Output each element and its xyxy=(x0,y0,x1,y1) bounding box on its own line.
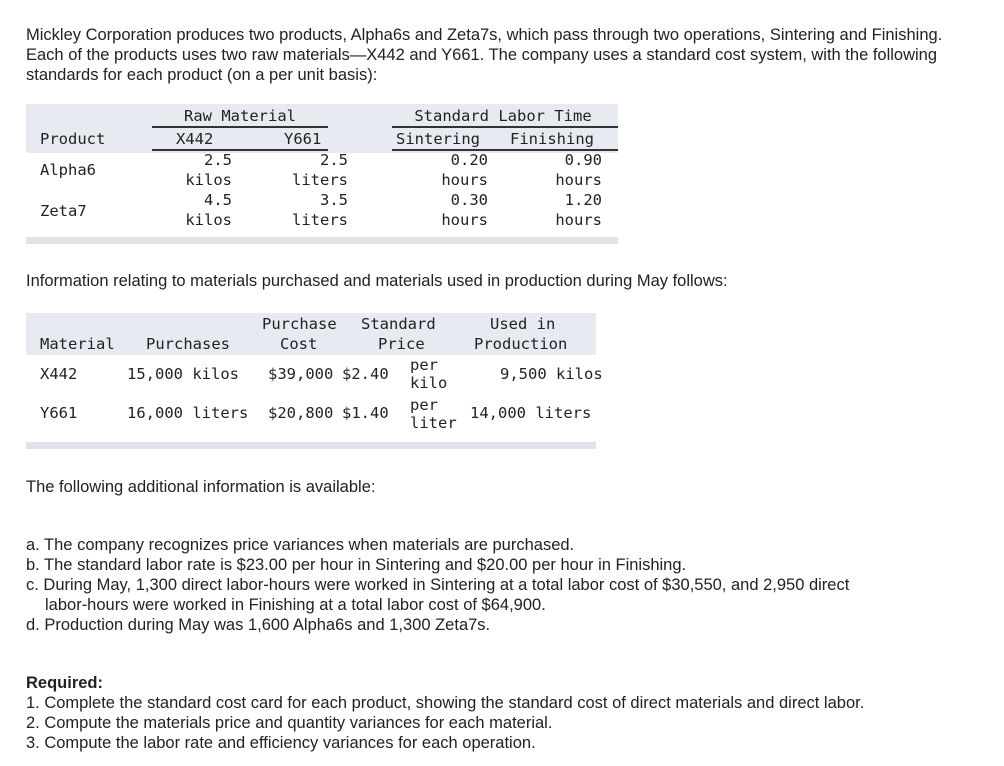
materials-table xyxy=(26,313,603,449)
row-zeta7-product: Zeta7 xyxy=(40,202,87,220)
row-x442-material: X442 xyxy=(40,365,78,383)
list-item-c: c. During May, 1,300 direct labor-hours were worked in Sintering at a total labor cost of $30,550, and 2,950 direct xyxy=(26,576,850,594)
materials-table-bottom-band xyxy=(26,442,596,449)
col-header-y661: Y661 xyxy=(284,130,322,148)
row-zeta7-y661-value: 3.5 xyxy=(320,191,348,209)
row-zeta7-sintering-value: 0.30 xyxy=(450,191,488,209)
row-x442-per-unit: kilo xyxy=(410,374,448,392)
row-alpha6-x442-value: 2.5 xyxy=(204,151,232,169)
standards-table-bottom-band xyxy=(26,237,618,244)
row-x442-per: per xyxy=(410,356,438,374)
group-header-raw-material: Raw Material xyxy=(184,107,296,125)
col-header-x442: X442 xyxy=(176,130,214,148)
row-y661-purchases: 16,000 liters xyxy=(127,404,249,422)
col-header-purchases: Purchases xyxy=(146,335,230,353)
row-zeta7-finishing-unit: hours xyxy=(555,211,602,229)
row-x442-purchases: 15,000 kilos xyxy=(127,365,239,383)
row-x442-price: $2.40 xyxy=(342,365,389,383)
col-header-standard-price-2: Price xyxy=(378,335,425,353)
row-y661-material: Y661 xyxy=(40,404,78,422)
group-header-standard-labor-time: Standard Labor Time xyxy=(414,107,592,125)
list-item-b: b. The standard labor rate is $23.00 per hour in Sintering and $20.00 per hour in Finishing. xyxy=(26,556,687,574)
row-alpha6-sintering-unit: hours xyxy=(441,171,488,189)
materials-info-line: Information relating to materials purchased and materials used in production during May follows: xyxy=(26,272,728,290)
row-x442-used: 9,500 kilos xyxy=(500,365,603,383)
row-zeta7-finishing-value: 1.20 xyxy=(564,191,602,209)
intro-paragraph: Mickley Corporation produces two products, Alpha6s and Zeta7s, which pass through two operations, Sintering and Finishing. Each of the products uses two raw materials—X442 and Y661. The company uses a standard cost system, with the following standards for each product (on a per unit basis): xyxy=(26,26,943,84)
list-item-a: a. The company recognizes price variances when materials are purchased. xyxy=(26,536,575,554)
row-alpha6-y661-value: 2.5 xyxy=(320,151,348,169)
row-alpha6-finishing-value: 0.90 xyxy=(564,151,602,169)
labor-time-rule xyxy=(392,126,618,128)
row-alpha6-x442-unit: kilos xyxy=(185,171,232,189)
col-header-purchase-cost-2: Cost xyxy=(280,335,318,353)
col-header-product: Product xyxy=(40,130,106,148)
list-item-c-continued: labor-hours were worked in Finishing at a total labor cost of $64,900. xyxy=(45,596,546,614)
required-item-1: 1. Complete the standard cost card for each product, showing the standard cost of direct materials and direct labor. xyxy=(26,694,865,712)
required-heading: Required: xyxy=(26,674,104,692)
raw-material-rule xyxy=(152,126,328,128)
row-y661-price: $1.40 xyxy=(342,404,389,422)
col-header-sintering: Sintering xyxy=(396,130,480,148)
row-zeta7-sintering-unit: hours xyxy=(441,211,488,229)
row-zeta7-x442-value: 4.5 xyxy=(204,191,232,209)
additional-info-list xyxy=(26,535,976,635)
required-section xyxy=(26,673,976,753)
row-alpha6-sintering-value: 0.20 xyxy=(450,151,488,169)
required-item-2: 2. Compute the materials price and quantity variances for each material. xyxy=(26,714,553,732)
col-header-standard-price-1: Standard xyxy=(361,315,436,333)
col-header-purchase-cost-1: Purchase xyxy=(262,315,337,333)
col-header-material: Material xyxy=(40,335,115,353)
required-item-3: 3. Compute the labor rate and efficiency variances for each operation. xyxy=(26,734,536,752)
standards-table xyxy=(26,104,618,244)
list-item-d: d. Production during May was 1,600 Alpha6s and 1,300 Zeta7s. xyxy=(26,616,491,634)
row-alpha6-finishing-unit: hours xyxy=(555,171,602,189)
additional-info-line: The following additional information is available: xyxy=(26,478,376,496)
row-alpha6-product: Alpha6 xyxy=(40,161,96,179)
row-zeta7-x442-unit: kilos xyxy=(185,211,232,229)
row-zeta7-y661-unit: liters xyxy=(292,211,348,229)
col-header-used-in-1: Used in xyxy=(490,315,556,333)
row-y661-used: 14,000 liters xyxy=(470,404,592,422)
row-alpha6-y661-unit: liters xyxy=(292,171,348,189)
col-header-finishing: Finishing xyxy=(510,130,594,148)
row-y661-cost: $20,800 xyxy=(268,404,334,422)
col-header-used-in-2: Production xyxy=(474,335,568,353)
row-x442-cost: $39,000 xyxy=(268,365,334,383)
row-y661-per: per xyxy=(410,396,438,414)
row-y661-per-unit: liter xyxy=(410,414,457,432)
